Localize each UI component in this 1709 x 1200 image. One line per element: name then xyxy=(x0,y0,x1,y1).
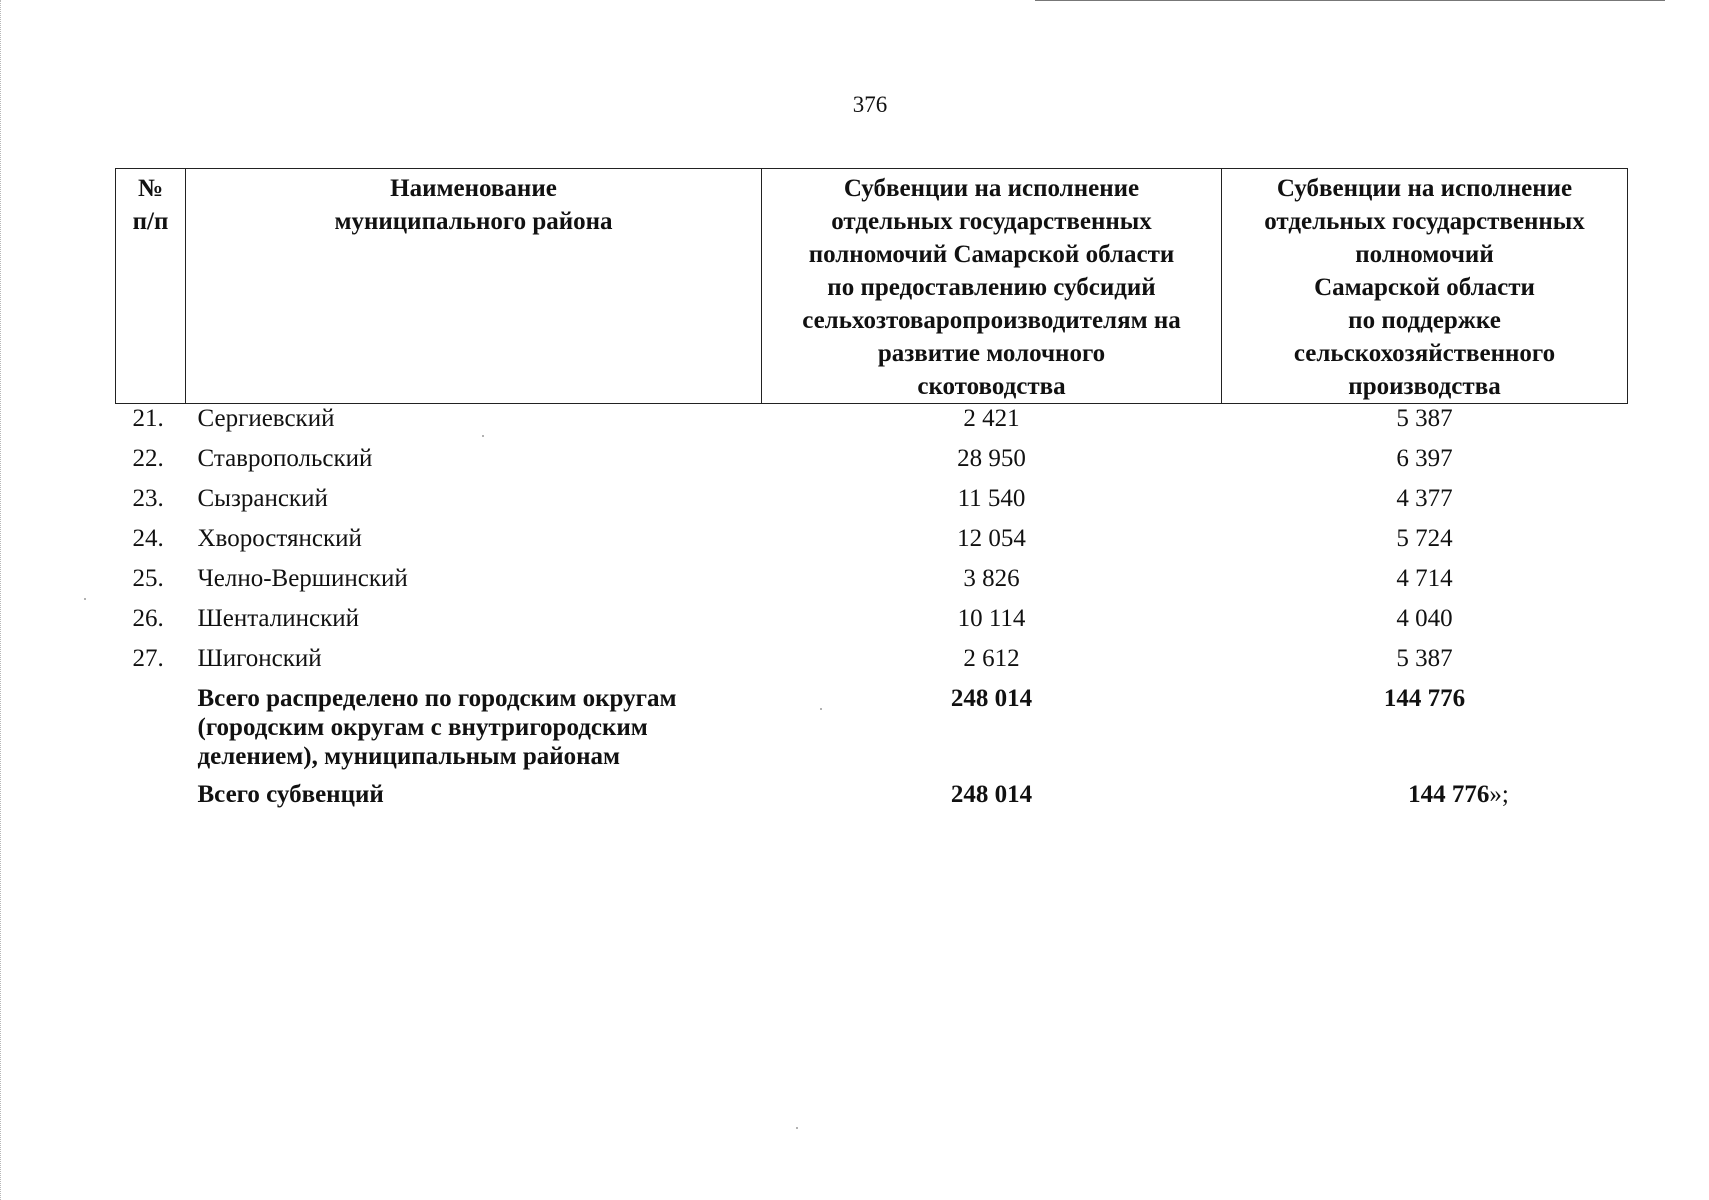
table-row xyxy=(116,644,1628,684)
agri-subvention-value: 5 387 xyxy=(1396,405,1453,432)
row-number: 26. xyxy=(132,605,164,632)
dairy-subvention-value: 3 826 xyxy=(963,565,1020,592)
total-distributed-label: Всего распределено по городским округам (городским округам с внутригородским делением), муниципальным районам xyxy=(197,685,677,770)
district-name: Ставропольский xyxy=(197,445,373,472)
scan-speck xyxy=(84,598,86,600)
total-all-agri-suffix: »; xyxy=(1489,781,1509,808)
dairy-subvention-value: 12 054 xyxy=(957,525,1026,552)
dairy-subvention-value: 11 540 xyxy=(957,485,1026,512)
dairy-subvention-value: 10 114 xyxy=(957,605,1026,632)
row-number: 27. xyxy=(132,645,164,672)
district-name: Шигонский xyxy=(197,645,322,672)
scan-edge-left xyxy=(0,0,4,1200)
total-distributed-row xyxy=(116,684,1628,780)
total-distributed-dairy: 248 014 xyxy=(950,685,1033,712)
total-all-num xyxy=(116,780,186,820)
table-body xyxy=(116,404,1628,821)
header-number: № п/п xyxy=(116,169,186,404)
row-number: 21. xyxy=(132,405,164,432)
dairy-subvention-value: 28 950 xyxy=(957,445,1026,472)
total-all-row xyxy=(116,780,1628,820)
row-number: 24. xyxy=(132,525,164,552)
district-name: Шенталинский xyxy=(197,605,359,632)
total-all-label: Всего субвенций xyxy=(197,781,384,808)
total-all-agri-cell xyxy=(1222,780,1628,820)
subventions-table xyxy=(115,168,1628,820)
agri-subvention-value: 6 397 xyxy=(1396,445,1453,472)
scan-speck xyxy=(820,708,822,710)
agri-subvention-value: 4 714 xyxy=(1396,565,1453,592)
row-number: 25. xyxy=(132,565,164,592)
scan-speck xyxy=(796,1127,798,1129)
header-row xyxy=(116,169,1628,404)
district-name: Челно-Вершинский xyxy=(197,565,408,592)
agri-subvention-value: 4 040 xyxy=(1396,605,1453,632)
district-name: Хворостянский xyxy=(197,525,362,552)
header-agri-subventions: Субвенции на исполнение отдельных государственных полномочий Самарской области по поддержке сельскохозяйственного производства xyxy=(1222,169,1628,404)
table-row xyxy=(116,524,1628,564)
row-number: 22. xyxy=(132,445,164,472)
dairy-subvention-value: 2 612 xyxy=(963,645,1020,672)
dairy-subvention-value: 2 421 xyxy=(963,405,1020,432)
row-number: 23. xyxy=(132,485,164,512)
table-row xyxy=(116,404,1628,445)
table-row xyxy=(116,604,1628,644)
total-distributed-num xyxy=(116,684,186,780)
page-number: 376 xyxy=(852,92,888,117)
district-name: Сергиевский xyxy=(197,405,335,432)
district-name: Сызранский xyxy=(197,485,328,512)
total-all-agri: 144 776 xyxy=(1408,781,1490,808)
total-distributed-agri: 144 776 xyxy=(1383,685,1466,712)
agri-subvention-value: 4 377 xyxy=(1396,485,1453,512)
table-row xyxy=(116,564,1628,604)
table-row xyxy=(116,444,1628,484)
total-all-dairy: 248 014 xyxy=(950,781,1033,808)
table-row xyxy=(116,484,1628,524)
header-dairy-subventions: Субвенции на исполнение отдельных государственных полномочий Самарской области по предоставлению субсидий сельхозтоваропроизводителям на развитие молочного скотоводства xyxy=(762,169,1222,404)
scan-edge-top xyxy=(1035,0,1665,2)
agri-subvention-value: 5 724 xyxy=(1396,525,1453,552)
agri-subvention-value: 5 387 xyxy=(1396,645,1453,672)
header-district-name: Наименование муниципального района xyxy=(186,169,762,404)
table-header xyxy=(116,169,1628,404)
scan-speck xyxy=(482,435,484,437)
